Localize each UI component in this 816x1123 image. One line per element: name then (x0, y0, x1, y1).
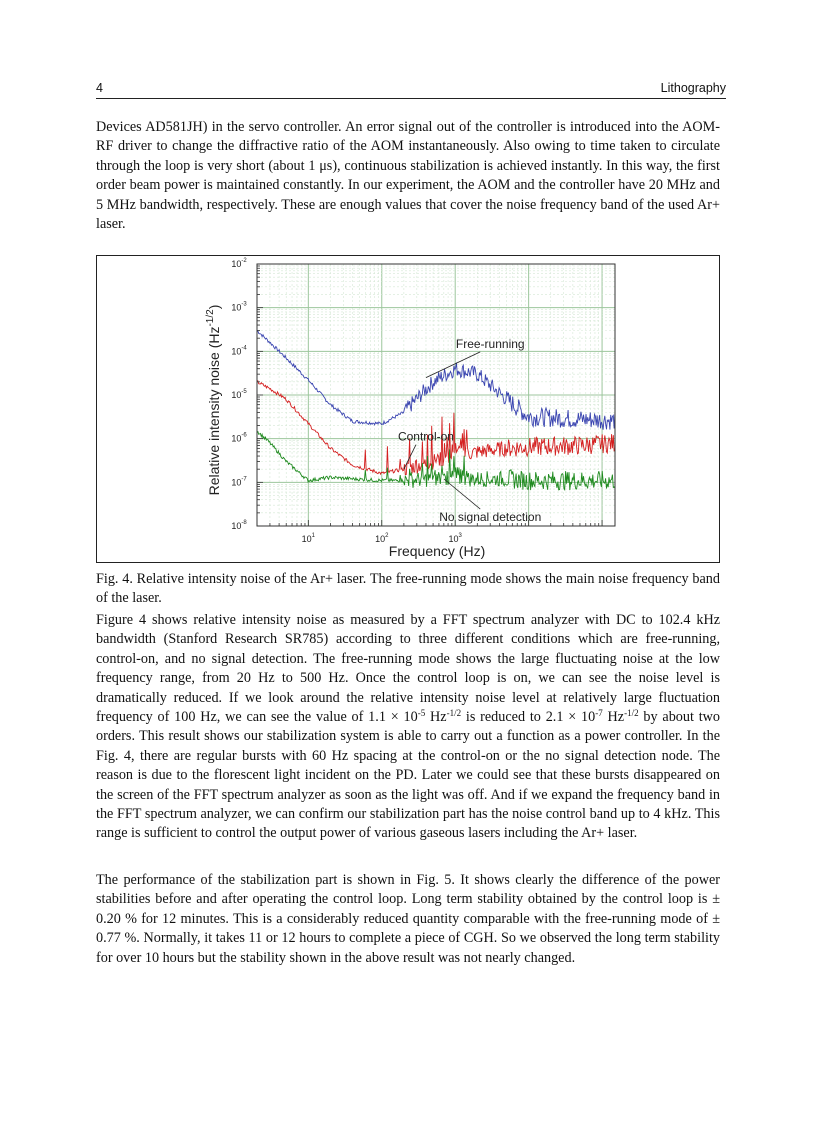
x-tick-exp: 3 (458, 533, 462, 539)
y-tick-label (231, 520, 247, 531)
running-title: Lithography (660, 81, 726, 95)
y-tick-exp: -3 (241, 301, 247, 308)
chart-annotations (398, 337, 541, 524)
x-tick-base: 10 (448, 534, 459, 544)
p2-text-e: by about two orders. This result shows our stabilization system is able to carry out a function as a power controller. In the Fig. 4, there are regular bursts with 60 Hz spacing at the control-on or the no signal detection node. The reason is due to the florescent light incident on the PD. Later we could see that these bursts disappeared on the screen of the FFT spectrum analyzer as soon as the light was off. And if we expand the frequency band in the FFT spectrum analyzer, we can confirm our stabilization part has the noise control band up to 4 kHz. This range is sufficient to control the output power of various gaseous lasers including the Ar+ laser. (96, 709, 720, 842)
x-tick-label (375, 533, 389, 544)
p2-sup-1: -5 (417, 708, 426, 719)
y-axis-label-text: Relative intensity noise (Hz (206, 326, 222, 496)
y-tick-base: 10 (231, 433, 242, 444)
y-tick-exp: -5 (241, 389, 247, 395)
series-line-free-running (257, 331, 615, 430)
p2-sup-4: -1/2 (624, 708, 639, 719)
x-tick-base: 10 (375, 534, 386, 544)
y-axis-label-exp: -1/2 (205, 309, 216, 327)
p2-sup-3: -7 (595, 708, 603, 719)
annotation-no-signal-detection: No signal detection (439, 510, 542, 525)
y-tick-label (231, 476, 247, 487)
y-tick-label (231, 258, 247, 269)
y-tick-label (231, 433, 247, 444)
p2-text-d: Hz (602, 709, 625, 726)
x-tick-base: 10 (301, 534, 312, 544)
y-tick-exp: -4 (241, 345, 247, 352)
y-tick-base: 10 (231, 346, 242, 357)
body-paragraph-2 (96, 611, 720, 844)
y-tick-label (231, 345, 247, 356)
chart-grid (257, 264, 615, 526)
p2-text-a: Figure 4 shows relative intensity noise as measured by a FFT spectrum analyzer with DC to 102.4 kHz bandwidth (Stanford Research SR785) according to three different conditions which are free-running, control-on, and no signal detection. The free-running mode shows the large fluctuating noise at the low frequency range, from 20 Hz to 500 Hz. Once the control loop is on, we can see the noise level is dramatically reduced. If we look around the relative intensity noise level at relatively large fluctuation frequency of 100 Hz, we can see the value of 1.1 × 10 (96, 612, 720, 726)
y-tick-base: 10 (231, 521, 242, 531)
figure-4 (96, 255, 720, 563)
x-tick-label (302, 533, 316, 544)
chart-tick-labels (231, 258, 462, 544)
y-tick-label (231, 302, 247, 313)
p2-sup-2: -1/2 (446, 708, 462, 719)
body-paragraph-1: Devices AD581JH) in the servo controller. An error signal out of the controller is introduced into the AOM-RF driver to change the diffractive ratio of the AOM instantaneously. Also owing to time taken to circulate through the loop is very short (about 1 μs), continuous stabilization is achieved instantly. In this way, the first order beam power is maintained constantly. In our experiment, the AOM and the controller have 20 MHz and 5 MHz bandwidth, respectively. These are enough values that cover the noise frequency band of the used Ar+ laser. (96, 119, 720, 233)
y-tick-base: 10 (231, 302, 242, 313)
running-header (96, 80, 726, 99)
y-tick-base: 10 (231, 390, 242, 400)
chart-series (257, 331, 615, 491)
y-tick-exp: -8 (241, 520, 247, 526)
y-tick-exp: -6 (241, 432, 247, 439)
annotation-control-on: Control-on (397, 429, 454, 444)
x-axis-label-text: Frequency (Hz) (388, 543, 486, 559)
annotation-free-running: Free-running (455, 336, 525, 351)
x-tick-exp: 1 (311, 533, 316, 539)
x-axis-label (389, 543, 485, 559)
body-paragraph-3: The performance of the stabilization part is shown in Fig. 5. It shows clearly the difference of the power stabilities before and after operating the control loop. Long term stability obtained by the control loop is ± 0.20 % for 12 minutes. This is a considerably reduced quantity comparable with the free-running mode of ± 0.77 %. Normally, it takes 11 or 12 hours to complete a piece of CGH. So we observed the long term stability for over 10 hours but the stability shown in the above result was not nearly changed. (96, 872, 720, 966)
figure-caption: Fig. 4. Relative intensity noise of the Ar+ laser. The free-running mode shows the main noise frequency band of the laser. (96, 571, 720, 607)
x-tick-exp: 2 (385, 533, 389, 539)
rin-chart (97, 256, 718, 561)
y-axis-label (205, 305, 222, 496)
y-tick-exp: -7 (241, 476, 247, 483)
y-axis-label-close: ) (206, 304, 222, 310)
y-tick-label (231, 389, 247, 400)
page-number: 4 (96, 81, 103, 95)
y-tick-base: 10 (231, 259, 242, 269)
y-tick-base: 10 (231, 477, 242, 488)
p2-text-c: is reduced to 2.1 × 10 (461, 709, 596, 726)
p2-text-b: Hz (425, 709, 447, 726)
y-tick-exp: -2 (241, 258, 247, 264)
